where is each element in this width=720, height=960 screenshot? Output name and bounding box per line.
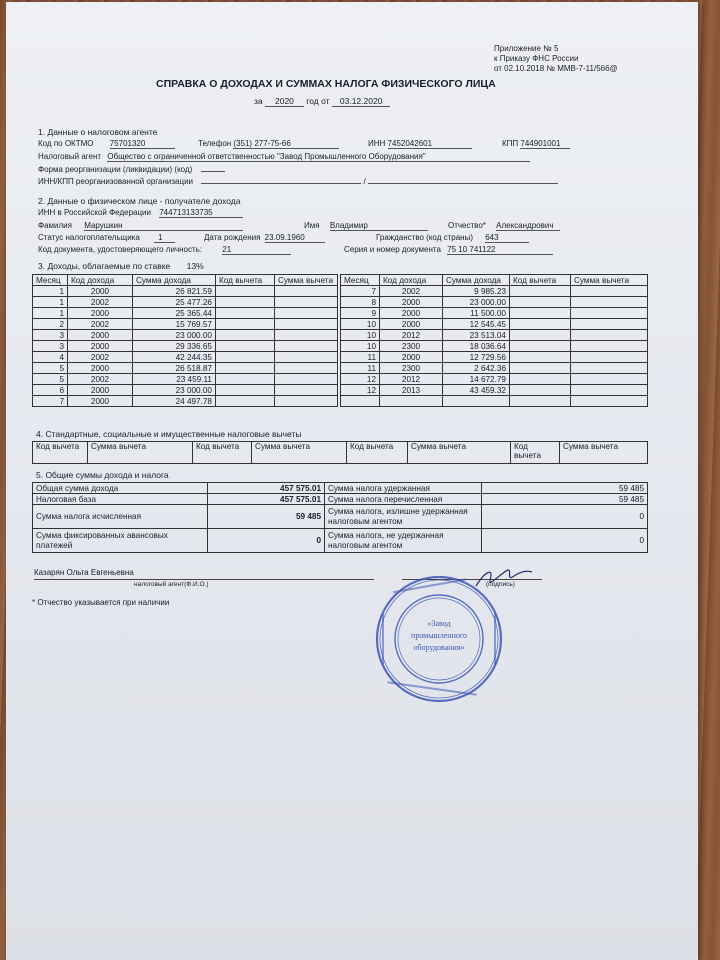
patronymic-row <box>448 221 560 230</box>
kpp-row <box>502 139 570 148</box>
deduction-code-header: Код вычета <box>193 442 252 464</box>
person-inn-value: 744713133735 <box>159 208 242 218</box>
income-sum-cell: 42 244.35 <box>133 352 216 363</box>
advance-payments-value: 0 <box>208 529 325 553</box>
tax-withheld-value: 59 485 <box>482 483 648 494</box>
deduction-sum-cell <box>571 385 648 396</box>
deduction-sum-cell <box>275 330 338 341</box>
income-row <box>33 341 338 352</box>
month-cell: 5 <box>33 363 68 374</box>
income-row <box>341 396 648 407</box>
deduction-sum-cell <box>275 396 338 407</box>
income-code-cell: 2000 <box>380 297 443 308</box>
income-sum-cell: 18 036.64 <box>443 341 510 352</box>
income-code-cell: 2000 <box>68 385 133 396</box>
birth-label: Дата рождения <box>204 233 261 242</box>
deduction-code-cell <box>510 341 571 352</box>
col-income-sum: Сумма дохода <box>133 275 216 286</box>
oktmo-label: Код по ОКТМО <box>38 139 94 148</box>
income-row <box>341 352 648 363</box>
deduction-sum-header: Сумма вычета <box>88 442 193 464</box>
period-year: 2020 <box>265 96 304 107</box>
document-title: СПРАВКА О ДОХОДАХ И СУММАХ НАЛОГА ФИЗИЧЕСКОГО ЛИЦА <box>156 78 496 90</box>
agent-signatory-name: Казарян Ольга Евгеньевна <box>34 568 134 577</box>
deduction-sum-cell <box>275 297 338 308</box>
month-cell: 10 <box>341 319 380 330</box>
agent-name-label: Налоговый агент <box>38 152 102 161</box>
agent-inn-label: ИНН <box>368 139 386 148</box>
deduction-sum-cell <box>571 286 648 297</box>
citizenship-label: Гражданство (код страны) <box>376 233 473 242</box>
deduction-sum-cell <box>275 374 338 385</box>
reorg-slash: / <box>363 177 366 186</box>
deduction-sum-cell <box>571 319 648 330</box>
total-income-value: 457 575.01 <box>208 483 325 494</box>
month-cell: 12 <box>341 374 380 385</box>
income-sum-cell: 12 545.45 <box>443 319 510 330</box>
reorg-inn-value <box>201 183 361 184</box>
section-1-heading: 1. Данные о налоговом агенте <box>38 127 158 137</box>
deduction-sum-cell <box>571 330 648 341</box>
deduction-code-cell <box>216 341 275 352</box>
period-for-label: за <box>254 96 263 106</box>
series-value: 75 10 741122 <box>447 245 553 255</box>
income-sum-cell <box>443 396 510 407</box>
income-sum-cell: 24 497.78 <box>133 396 216 407</box>
oktmo-row <box>38 139 175 148</box>
income-code-cell: 2002 <box>68 297 133 308</box>
period-line <box>254 96 390 106</box>
signatory-caption: налоговый агент(Ф.И.О.) <box>134 581 209 588</box>
col-deduction-sum: Сумма вычета <box>275 275 338 286</box>
annex-line: от 02.10.2018 № ММВ-7-11/566@ <box>494 64 618 73</box>
deduction-code-cell <box>510 308 571 319</box>
income-row <box>33 352 338 363</box>
month-cell: 1 <box>33 286 68 297</box>
income-row <box>341 363 648 374</box>
income-row <box>341 330 648 341</box>
kpp-label: КПП <box>502 139 519 148</box>
month-cell: 4 <box>33 352 68 363</box>
doc-code-label: Код документа, удостоверяющего личность: <box>38 245 203 254</box>
tax-calculated-label: Сумма налога исчисленная <box>33 505 208 529</box>
stamp-text-line: промышленного <box>411 631 467 640</box>
deduction-sum-header: Сумма вычета <box>252 442 347 464</box>
income-row <box>33 330 338 341</box>
series-row <box>344 245 553 254</box>
income-sum-cell: 15 769.57 <box>133 319 216 330</box>
income-table-right <box>340 274 648 407</box>
income-code-cell: 2300 <box>380 363 443 374</box>
surname-row <box>38 221 243 230</box>
month-cell <box>341 396 380 407</box>
phone-label: Телефон <box>198 139 232 148</box>
deduction-sum-cell <box>571 374 648 385</box>
reorg-form-value <box>201 171 225 172</box>
month-cell: 3 <box>33 341 68 352</box>
deduction-code-cell <box>216 374 275 385</box>
income-sum-cell: 23 513.04 <box>443 330 510 341</box>
month-cell: 12 <box>341 385 380 396</box>
advance-payments-label: Сумма фиксированных авансовых платежей <box>33 529 208 553</box>
deduction-code-cell <box>216 308 275 319</box>
income-code-cell: 2012 <box>380 374 443 385</box>
income-code-cell: 2002 <box>68 374 133 385</box>
deduction-code-header: Код вычета <box>511 442 560 464</box>
deduction-sum-header: Сумма вычета <box>408 442 511 464</box>
footnote: * Отчество указывается при наличии <box>32 598 170 607</box>
income-code-cell: 2000 <box>68 330 133 341</box>
tax-withheld-label: Сумма налога удержанная <box>325 483 482 494</box>
birth-value: 23.09.1960 <box>265 233 325 243</box>
deduction-sum-cell <box>571 308 648 319</box>
person-inn-label: ИНН в Российской Федерации <box>38 208 151 217</box>
income-row <box>33 374 338 385</box>
income-sum-cell: 25 477.26 <box>133 297 216 308</box>
month-cell: 1 <box>33 297 68 308</box>
month-cell: 1 <box>33 308 68 319</box>
deduction-code-cell <box>216 396 275 407</box>
income-code-cell: 2000 <box>68 286 133 297</box>
col-month: Месяц <box>341 275 380 286</box>
phone-row <box>198 139 339 148</box>
stamp-text-line: оборудования» <box>413 643 465 652</box>
deduction-sum-cell <box>275 319 338 330</box>
tax-transferred-label: Сумма налога перечисленная <box>325 494 482 505</box>
income-code-cell: 2002 <box>68 319 133 330</box>
deduction-code-cell <box>216 352 275 363</box>
deduction-sum-cell <box>571 297 648 308</box>
agent-inn-row <box>368 139 472 148</box>
period-date-label: год от <box>306 96 330 106</box>
deduction-code-cell <box>510 297 571 308</box>
tax-not-withheld-value: 0 <box>482 529 648 553</box>
month-cell: 7 <box>341 286 380 297</box>
month-cell: 2 <box>33 319 68 330</box>
income-row <box>341 308 648 319</box>
income-code-cell: 2000 <box>380 308 443 319</box>
income-table-left <box>32 274 338 407</box>
deduction-code-cell <box>510 374 571 385</box>
income-sum-cell: 9 985.23 <box>443 286 510 297</box>
col-income-code: Код дохода <box>380 275 443 286</box>
tax-overwithheld-value: 0 <box>482 505 648 529</box>
income-sum-cell: 26 821.59 <box>133 286 216 297</box>
income-code-cell: 2000 <box>68 396 133 407</box>
tax-calculated-value: 59 485 <box>208 505 325 529</box>
income-sum-cell: 23 000.00 <box>443 297 510 308</box>
section-3-title: 3. Доходы, облагаемые по ставке <box>38 261 171 271</box>
period-date: 03.12.2020 <box>332 96 391 107</box>
status-value: 1 <box>154 233 174 243</box>
deduction-code-header: Код вычета <box>33 442 88 464</box>
deduction-code-cell <box>216 385 275 396</box>
section-2-heading: 2. Данные о физическом лице - получателе дохода <box>38 196 241 206</box>
reorg-form-label: Форма реорганизации (ликвидации) (код) <box>38 165 193 174</box>
income-row <box>33 286 338 297</box>
deduction-sum-header: Сумма вычета <box>560 442 648 464</box>
tax-transferred-value: 59 485 <box>482 494 648 505</box>
totals-table <box>32 482 648 553</box>
total-income-label: Общая сумма дохода <box>33 483 208 494</box>
deduction-code-cell <box>510 385 571 396</box>
tax-base-value: 457 575.01 <box>208 494 325 505</box>
tax-not-withheld-label: Сумма налога, не удержанная налоговым агентом <box>325 529 482 553</box>
col-income-code: Код дохода <box>68 275 133 286</box>
month-cell: 5 <box>33 374 68 385</box>
reorg-inn-label: ИНН/КПП реорганизованной организации <box>38 177 194 186</box>
income-code-cell: 2000 <box>380 352 443 363</box>
col-deduction-code: Код вычета <box>216 275 275 286</box>
month-cell: 11 <box>341 363 380 374</box>
deduction-code-cell <box>510 319 571 330</box>
status-row <box>38 233 175 242</box>
tax-overwithheld-label: Сумма налога, излишне удержанная налоговым агентом <box>325 505 482 529</box>
income-row <box>341 319 648 330</box>
income-sum-cell: 11 500.00 <box>443 308 510 319</box>
income-code-cell: 2000 <box>68 341 133 352</box>
phone-value: (351) 277-75-66 <box>233 139 338 149</box>
income-row <box>341 374 648 385</box>
month-cell: 7 <box>33 396 68 407</box>
income-sum-cell: 25 365.44 <box>133 308 216 319</box>
citizenship-row <box>376 233 529 242</box>
income-certificate-document <box>6 2 698 960</box>
annex-line: к Приказу ФНС России <box>494 54 579 63</box>
income-code-cell <box>380 396 443 407</box>
col-deduction-code: Код вычета <box>510 275 571 286</box>
surname-label: Фамилия <box>38 221 72 230</box>
deduction-code-cell <box>216 330 275 341</box>
deduction-code-cell <box>216 286 275 297</box>
col-income-sum: Сумма дохода <box>443 275 510 286</box>
name-value: Владимир <box>330 221 428 231</box>
col-month: Месяц <box>33 275 68 286</box>
income-row <box>33 308 338 319</box>
income-sum-cell: 12 729.56 <box>443 352 510 363</box>
income-code-cell: 2000 <box>68 308 133 319</box>
income-code-cell: 2300 <box>380 341 443 352</box>
tax-rate: 13% <box>186 261 204 271</box>
deduction-code-cell <box>216 319 275 330</box>
deduction-code-header: Код вычета <box>347 442 408 464</box>
name-row <box>304 221 428 230</box>
deduction-code-cell <box>510 352 571 363</box>
kpp-value: 744901001 <box>520 139 570 149</box>
income-row <box>33 297 338 308</box>
section-4-heading: 4. Стандартные, социальные и имущественные налоговые вычеты <box>36 429 302 439</box>
income-row <box>341 286 648 297</box>
income-code-cell: 2000 <box>380 319 443 330</box>
income-row <box>33 319 338 330</box>
income-sum-cell: 23 000.00 <box>133 330 216 341</box>
annex-line: Приложение № 5 <box>494 44 559 53</box>
deduction-code-cell <box>510 363 571 374</box>
deduction-sum-cell <box>571 341 648 352</box>
income-code-cell: 2012 <box>380 330 443 341</box>
income-sum-cell: 26 518.87 <box>133 363 216 374</box>
income-sum-cell: 23 459.11 <box>133 374 216 385</box>
income-row <box>341 341 648 352</box>
doc-code-row <box>38 245 291 254</box>
surname-value: Марушкин <box>84 221 242 231</box>
month-cell: 11 <box>341 352 380 363</box>
income-row <box>33 396 338 407</box>
deduction-code-cell <box>216 363 275 374</box>
deduction-sum-cell <box>275 341 338 352</box>
deduction-code-cell <box>510 396 571 407</box>
income-sum-cell: 43 459.32 <box>443 385 510 396</box>
citizenship-value: 643 <box>485 233 528 243</box>
doc-code-value: 21 <box>222 245 291 255</box>
month-cell: 10 <box>341 330 380 341</box>
name-label: Имя <box>304 221 320 230</box>
agent-inn-value: 7452042601 <box>388 139 473 149</box>
birth-row <box>204 233 325 242</box>
month-cell: 10 <box>341 341 380 352</box>
person-inn-row <box>38 208 243 217</box>
income-sum-cell: 14 672.79 <box>443 374 510 385</box>
income-sum-cell: 23 000.00 <box>133 385 216 396</box>
deduction-code-cell <box>510 286 571 297</box>
deduction-sum-cell <box>275 363 338 374</box>
month-cell: 9 <box>341 308 380 319</box>
deduction-sum-cell <box>275 308 338 319</box>
income-row <box>33 385 338 396</box>
month-cell: 8 <box>341 297 380 308</box>
income-row <box>341 385 648 396</box>
deductions-table <box>32 441 648 464</box>
tax-base-label: Налоговая база <box>33 494 208 505</box>
agent-name-value: Общество с ограниченной ответственностью "Завод Промышленного Оборудования" <box>107 152 529 162</box>
income-row <box>341 297 648 308</box>
deduction-sum-cell <box>571 352 648 363</box>
patronymic-label: Отчество* <box>448 221 486 230</box>
annex-reference <box>494 44 618 74</box>
income-code-cell: 2000 <box>68 363 133 374</box>
income-code-cell: 2002 <box>380 286 443 297</box>
series-label: Серия и номер документа <box>344 245 441 254</box>
oktmo-value: 75701320 <box>110 139 176 149</box>
income-code-cell: 2002 <box>68 352 133 363</box>
section-5-heading: 5. Общие суммы дохода и налога <box>36 470 169 480</box>
stamp-text-line: «Завод <box>427 619 451 628</box>
reorg-kpp-value <box>368 183 558 184</box>
section-3-heading <box>38 261 204 271</box>
month-cell: 6 <box>33 385 68 396</box>
deduction-code-cell <box>510 330 571 341</box>
deduction-sum-cell <box>275 352 338 363</box>
income-code-cell: 2013 <box>380 385 443 396</box>
deduction-sum-cell <box>571 396 648 407</box>
reorg-inn-row <box>38 177 558 186</box>
income-row <box>33 363 338 374</box>
signatory-line <box>34 579 374 580</box>
col-deduction-sum: Сумма вычета <box>571 275 648 286</box>
deduction-sum-cell <box>275 385 338 396</box>
status-label: Статус налогоплательщика <box>38 233 140 242</box>
deduction-code-cell <box>216 297 275 308</box>
company-seal-stamp <box>374 574 504 704</box>
reorg-form-row <box>38 165 225 174</box>
patronymic-value: Александрович <box>496 221 559 231</box>
deduction-sum-cell <box>275 286 338 297</box>
income-sum-cell: 29 336.65 <box>133 341 216 352</box>
deduction-sum-cell <box>571 363 648 374</box>
agent-name-row <box>38 152 530 161</box>
month-cell: 3 <box>33 330 68 341</box>
income-sum-cell: 2 642.36 <box>443 363 510 374</box>
signature-caption: (подпись) <box>486 581 515 588</box>
